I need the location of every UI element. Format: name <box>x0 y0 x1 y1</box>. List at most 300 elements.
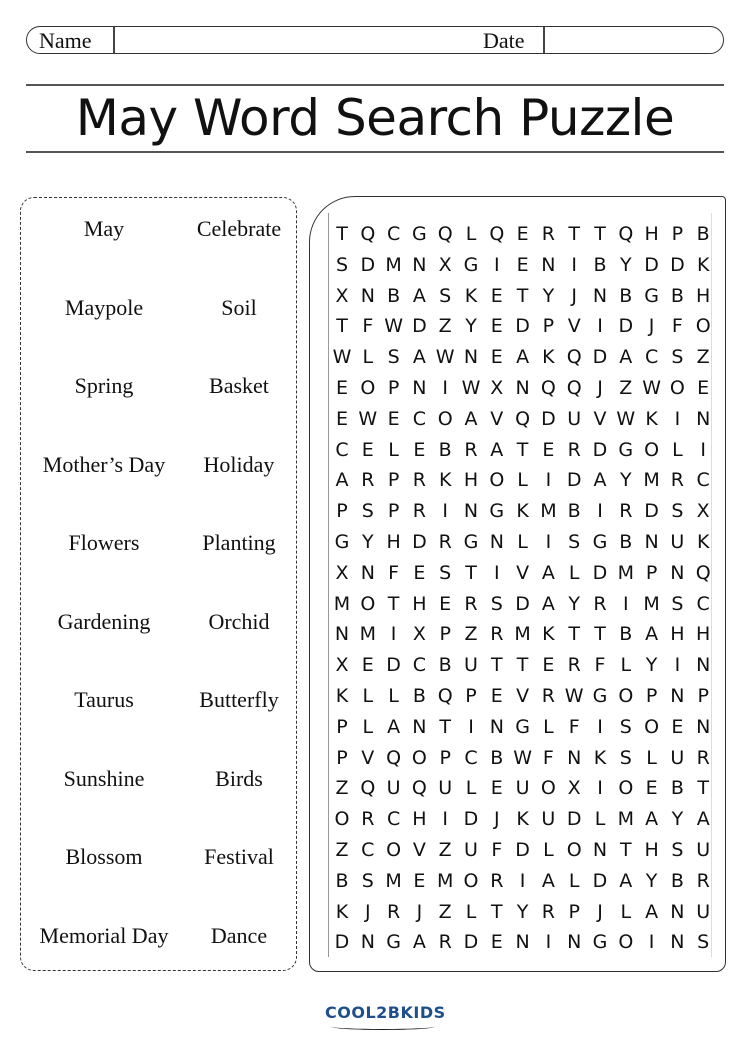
grid-letter[interactable]: T <box>465 561 477 584</box>
grid-letter[interactable]: Q <box>566 346 582 369</box>
grid-letter[interactable]: V <box>593 407 607 430</box>
grid-letter[interactable]: C <box>335 438 349 461</box>
grid-letter[interactable]: O <box>360 592 376 615</box>
grid-letter[interactable]: E <box>490 685 503 707</box>
grid-letter[interactable]: M <box>643 592 660 615</box>
grid-letter[interactable]: Q <box>489 223 505 245</box>
grid-letter[interactable]: E <box>516 253 529 276</box>
grid-letter[interactable]: V <box>567 315 581 338</box>
grid-letter[interactable]: A <box>412 284 426 307</box>
grid-letter[interactable]: I <box>597 500 603 523</box>
grid-letter[interactable]: L <box>646 746 657 769</box>
grid-letter[interactable]: Y <box>671 808 684 831</box>
grid-letter[interactable]: I <box>493 253 500 276</box>
grid-letter[interactable]: P <box>645 685 658 707</box>
grid-letter[interactable]: W <box>564 685 584 707</box>
grid-letter[interactable]: X <box>438 253 452 276</box>
grid-letter[interactable]: B <box>619 284 633 307</box>
grid-letter[interactable]: A <box>412 931 426 954</box>
grid-letter[interactable]: N <box>696 407 711 430</box>
grid-letter[interactable]: N <box>489 531 504 553</box>
grid-letter[interactable]: V <box>361 746 375 769</box>
grid-letter[interactable]: X <box>412 623 426 646</box>
grid-letter[interactable]: W <box>358 407 378 430</box>
grid-letter[interactable]: C <box>696 469 710 492</box>
grid-letter[interactable]: P <box>697 685 709 707</box>
grid-letter[interactable]: I <box>442 377 448 399</box>
grid-letter[interactable]: E <box>490 284 503 307</box>
grid-letter[interactable]: P <box>671 223 684 245</box>
grid-letter[interactable]: U <box>670 531 685 553</box>
grid-letter[interactable]: R <box>541 223 555 245</box>
grid-letter[interactable]: K <box>438 469 452 492</box>
grid-letter[interactable]: N <box>515 931 530 954</box>
grid-letter[interactable]: H <box>463 469 479 492</box>
grid-letter[interactable]: Z <box>438 315 452 338</box>
grid-letter[interactable]: Z <box>438 900 452 923</box>
grid-letter[interactable]: L <box>517 531 528 553</box>
grid-letter[interactable]: J <box>597 900 603 923</box>
grid-letter[interactable]: X <box>335 284 349 307</box>
grid-letter[interactable]: V <box>516 561 530 584</box>
grid-letter[interactable]: N <box>412 715 427 738</box>
grid-letter[interactable]: R <box>361 469 375 492</box>
grid-letter[interactable]: O <box>695 315 711 338</box>
grid-letter[interactable]: M <box>385 869 402 892</box>
grid-letter[interactable]: J <box>364 900 371 923</box>
grid-letter[interactable]: L <box>388 438 399 461</box>
grid-letter[interactable]: C <box>412 654 427 677</box>
grid-letter[interactable]: B <box>387 284 401 307</box>
grid-letter[interactable]: U <box>515 777 530 800</box>
grid-letter[interactable]: Q <box>515 407 531 430</box>
grid-letter[interactable]: N <box>644 531 659 553</box>
grid-letter[interactable]: W <box>461 377 481 399</box>
grid-letter[interactable]: C <box>644 346 659 369</box>
grid-letter[interactable]: P <box>568 900 580 923</box>
grid-letter[interactable]: P <box>336 746 348 769</box>
grid-letter[interactable]: T <box>594 223 606 245</box>
grid-letter[interactable]: R <box>490 869 504 892</box>
grid-letter[interactable]: P <box>336 715 348 738</box>
grid-letter[interactable]: P <box>439 623 451 646</box>
grid-letter[interactable]: S <box>387 346 400 369</box>
grid-letter[interactable]: I <box>442 500 448 523</box>
grid-letter[interactable]: H <box>644 839 659 861</box>
grid-letter[interactable]: N <box>670 561 685 584</box>
grid-letter[interactable]: D <box>334 931 350 954</box>
grid-letter[interactable]: L <box>543 839 554 861</box>
grid-letter[interactable]: G <box>592 531 608 553</box>
grid-letter[interactable]: V <box>516 685 530 707</box>
grid-letter[interactable]: W <box>616 407 636 430</box>
grid-letter[interactable]: S <box>619 746 632 769</box>
grid-letter[interactable]: N <box>360 561 375 584</box>
grid-letter[interactable]: K <box>645 407 658 430</box>
grid-letter[interactable]: P <box>387 500 400 523</box>
grid-letter[interactable]: K <box>542 623 555 646</box>
grid-letter[interactable]: K <box>516 808 529 831</box>
grid-letter[interactable]: M <box>540 500 557 523</box>
grid-letter[interactable]: Y <box>645 654 658 677</box>
grid-letter[interactable]: I <box>648 931 655 954</box>
grid-letter[interactable]: L <box>465 777 477 800</box>
grid-letter[interactable]: H <box>412 808 427 831</box>
grid-letter[interactable]: A <box>335 469 349 492</box>
grid-letter[interactable]: O <box>540 777 556 800</box>
grid-letter[interactable]: F <box>362 315 374 338</box>
grid-letter[interactable]: H <box>696 623 711 646</box>
grid-letter[interactable]: S <box>439 561 452 584</box>
grid-letter[interactable]: O <box>411 746 427 769</box>
grid-letter[interactable]: I <box>700 438 706 461</box>
grid-letter[interactable]: T <box>516 438 529 461</box>
grid-letter[interactable]: E <box>413 561 426 584</box>
grid-letter[interactable]: S <box>697 931 710 954</box>
grid-letter[interactable]: D <box>515 839 530 861</box>
grid-letter[interactable]: R <box>567 438 581 461</box>
grid-letter[interactable]: A <box>619 869 633 892</box>
grid-letter[interactable]: Y <box>542 284 555 307</box>
grid-letter[interactable]: D <box>592 869 608 892</box>
grid-letter[interactable]: B <box>670 284 684 307</box>
grid-letter[interactable]: I <box>571 253 577 276</box>
grid-letter[interactable]: S <box>335 253 349 276</box>
grid-letter[interactable]: A <box>593 469 607 492</box>
grid-letter[interactable]: M <box>643 469 660 492</box>
grid-letter[interactable]: J <box>416 900 423 923</box>
grid-letter[interactable]: R <box>541 685 555 707</box>
grid-letter[interactable]: O <box>618 931 634 954</box>
grid-letter[interactable]: V <box>412 839 426 861</box>
grid-letter[interactable]: N <box>696 715 711 738</box>
grid-letter[interactable]: B <box>670 869 684 892</box>
grid-letter[interactable]: E <box>361 438 374 461</box>
grid-letter[interactable]: S <box>671 346 684 369</box>
grid-letter[interactable]: O <box>489 469 505 492</box>
grid-letter[interactable]: D <box>566 469 582 492</box>
grid-letter[interactable]: T <box>516 284 529 307</box>
grid-letter[interactable]: C <box>386 223 401 245</box>
grid-letter[interactable]: N <box>515 377 530 399</box>
grid-letter[interactable]: U <box>696 839 711 861</box>
grid-letter[interactable]: I <box>519 869 526 892</box>
grid-letter[interactable]: L <box>465 900 477 923</box>
grid-letter[interactable]: W <box>642 377 661 399</box>
grid-letter[interactable]: R <box>490 623 504 646</box>
grid-letter[interactable]: M <box>385 253 402 276</box>
grid-letter[interactable]: U <box>464 839 478 861</box>
grid-letter[interactable]: N <box>567 746 582 769</box>
name-field[interactable] <box>115 27 475 53</box>
grid-letter[interactable]: G <box>463 531 479 553</box>
grid-letter[interactable]: I <box>468 715 474 738</box>
grid-letter[interactable]: B <box>438 438 452 461</box>
grid-letter[interactable]: X <box>335 561 349 584</box>
grid-letter[interactable]: E <box>645 777 658 800</box>
grid-letter[interactable]: F <box>542 746 554 769</box>
grid-letter[interactable]: E <box>490 315 503 338</box>
grid-letter[interactable]: T <box>619 839 632 861</box>
grid-letter[interactable]: L <box>517 469 528 492</box>
grid-letter[interactable]: O <box>669 377 685 399</box>
grid-letter[interactable]: N <box>360 284 375 307</box>
grid-letter[interactable]: P <box>465 685 477 707</box>
grid-letter[interactable]: I <box>622 592 629 615</box>
grid-letter[interactable]: P <box>645 561 658 584</box>
grid-letter[interactable]: O <box>618 685 634 707</box>
grid-letter[interactable]: N <box>489 715 504 738</box>
grid-letter[interactable]: R <box>438 531 452 553</box>
grid-letter[interactable]: R <box>412 469 426 492</box>
grid-letter[interactable]: X <box>567 777 581 800</box>
grid-letter[interactable]: K <box>593 746 607 769</box>
grid-letter[interactable]: B <box>490 746 504 769</box>
grid-letter[interactable]: Z <box>335 839 349 861</box>
grid-letter[interactable]: N <box>412 253 427 276</box>
grid-letter[interactable]: E <box>542 438 555 461</box>
grid-letter[interactable]: I <box>390 623 397 646</box>
grid-letter[interactable]: W <box>435 346 455 369</box>
grid-letter[interactable]: C <box>412 407 427 430</box>
grid-letter[interactable]: R <box>541 900 555 923</box>
grid-letter[interactable]: G <box>644 284 659 307</box>
grid-letter[interactable]: R <box>361 808 375 831</box>
grid-letter[interactable]: Q <box>695 561 711 584</box>
grid-letter[interactable]: Y <box>465 315 477 338</box>
grid-letter[interactable]: S <box>361 500 374 523</box>
grid-letter[interactable]: R <box>593 592 607 615</box>
grid-letter[interactable]: R <box>670 469 684 492</box>
grid-letter[interactable]: L <box>362 685 374 707</box>
grid-letter[interactable]: D <box>541 407 556 430</box>
grid-letter[interactable]: T <box>439 715 451 738</box>
grid-letter[interactable]: R <box>696 869 710 892</box>
grid-letter[interactable]: Y <box>361 531 374 553</box>
grid-letter[interactable]: N <box>360 931 375 954</box>
grid-letter[interactable]: O <box>360 377 376 399</box>
grid-letter[interactable]: N <box>567 931 582 954</box>
grid-letter[interactable]: U <box>696 900 711 923</box>
grid-letter[interactable]: E <box>361 654 374 677</box>
grid-letter[interactable]: D <box>592 561 608 584</box>
grid-letter[interactable]: F <box>491 839 503 861</box>
grid-letter[interactable]: Q <box>360 223 376 245</box>
grid-letter[interactable]: E <box>413 869 426 892</box>
grid-letter[interactable]: N <box>670 685 685 707</box>
grid-letter[interactable]: N <box>334 623 350 646</box>
grid-letter[interactable]: Z <box>335 777 349 800</box>
grid-letter[interactable]: T <box>490 654 503 677</box>
grid-letter[interactable]: O <box>334 808 350 831</box>
grid-letter[interactable]: E <box>335 407 348 430</box>
grid-letter[interactable]: L <box>362 346 374 369</box>
grid-letter[interactable]: R <box>696 746 710 769</box>
grid-letter[interactable]: A <box>490 438 504 461</box>
grid-letter[interactable]: D <box>515 315 530 338</box>
grid-letter[interactable]: O <box>644 438 660 461</box>
grid-letter[interactable]: M <box>514 623 531 646</box>
grid-letter[interactable]: L <box>672 438 683 461</box>
grid-letter[interactable]: A <box>412 346 426 369</box>
grid-letter[interactable]: L <box>594 808 606 831</box>
grid-letter[interactable]: L <box>362 715 374 738</box>
grid-letter[interactable]: K <box>335 685 349 707</box>
grid-letter[interactable]: A <box>696 808 710 831</box>
grid-letter[interactable]: W <box>332 346 352 369</box>
grid-letter[interactable]: D <box>670 253 685 276</box>
grid-letter[interactable]: I <box>493 561 500 584</box>
grid-letter[interactable]: N <box>463 346 479 369</box>
grid-letter[interactable]: K <box>696 531 710 553</box>
grid-letter[interactable]: Q <box>386 746 402 769</box>
grid-letter[interactable]: K <box>464 284 478 307</box>
grid-letter[interactable]: A <box>464 407 478 430</box>
grid-letter[interactable]: K <box>696 253 710 276</box>
grid-letter[interactable]: Z <box>438 839 452 861</box>
grid-letter[interactable]: O <box>463 869 479 892</box>
grid-letter[interactable]: G <box>463 253 479 276</box>
grid-letter[interactable]: G <box>412 223 427 245</box>
grid-letter[interactable]: L <box>388 685 399 707</box>
grid-letter[interactable]: C <box>696 592 710 615</box>
grid-letter[interactable]: N <box>412 377 427 399</box>
grid-letter[interactable]: Q <box>566 377 582 399</box>
grid-letter[interactable]: E <box>542 654 555 677</box>
grid-letter[interactable]: T <box>387 592 400 615</box>
grid-letter[interactable]: D <box>360 253 376 276</box>
grid-letter[interactable]: H <box>696 284 711 307</box>
date-field[interactable] <box>545 27 720 53</box>
grid-letter[interactable]: O <box>566 839 582 861</box>
grid-letter[interactable]: L <box>568 561 580 584</box>
grid-letter[interactable]: A <box>516 346 530 369</box>
grid-letter[interactable]: N <box>463 500 479 523</box>
grid-letter[interactable]: Y <box>516 900 529 923</box>
grid-letter[interactable]: A <box>645 623 659 646</box>
grid-letter[interactable]: Q <box>411 777 427 800</box>
grid-letter[interactable]: R <box>438 931 452 954</box>
grid-letter[interactable]: G <box>515 715 530 738</box>
grid-letter[interactable]: S <box>568 531 581 553</box>
grid-letter[interactable]: U <box>541 808 556 831</box>
grid-letter[interactable]: N <box>541 253 556 276</box>
grid-letter[interactable]: J <box>493 808 500 831</box>
grid-letter[interactable]: H <box>644 223 659 245</box>
grid-letter[interactable]: U <box>670 746 685 769</box>
grid-letter[interactable]: R <box>464 592 478 615</box>
grid-letter[interactable]: T <box>490 900 503 923</box>
grid-letter[interactable]: Q <box>540 377 556 399</box>
grid-letter[interactable]: A <box>645 808 659 831</box>
grid-letter[interactable]: W <box>513 746 532 769</box>
grid-letter[interactable]: S <box>671 839 684 861</box>
grid-letter[interactable]: X <box>696 500 710 523</box>
grid-letter[interactable]: D <box>386 654 401 677</box>
grid-letter[interactable]: F <box>671 315 683 338</box>
grid-letter[interactable]: B <box>619 623 633 646</box>
grid-letter[interactable]: H <box>670 623 685 646</box>
grid-letter[interactable]: G <box>489 500 505 523</box>
grid-letter[interactable]: F <box>388 561 400 584</box>
grid-letter[interactable]: Q <box>360 777 376 800</box>
grid-letter[interactable]: F <box>568 715 580 738</box>
grid-letter[interactable]: P <box>387 377 400 399</box>
grid-letter[interactable]: B <box>619 531 633 553</box>
grid-letter[interactable]: U <box>464 654 478 677</box>
grid-letter[interactable]: E <box>697 377 710 399</box>
grid-letter[interactable]: I <box>545 931 552 954</box>
grid-letter[interactable]: B <box>335 869 349 892</box>
grid-letter[interactable]: E <box>490 777 503 800</box>
grid-letter[interactable]: G <box>386 931 401 954</box>
grid-letter[interactable]: P <box>439 746 451 769</box>
grid-letter[interactable]: Q <box>437 223 453 245</box>
grid-letter[interactable]: R <box>412 500 426 523</box>
grid-letter[interactable]: Z <box>696 346 710 369</box>
grid-letter[interactable]: C <box>464 746 478 769</box>
grid-letter[interactable]: R <box>619 500 633 523</box>
grid-letter[interactable]: E <box>671 715 684 738</box>
grid-letter[interactable]: T <box>336 223 348 245</box>
grid-letter[interactable]: C <box>386 808 401 831</box>
grid-letter[interactable]: I <box>674 654 681 677</box>
grid-letter[interactable]: T <box>516 654 529 677</box>
grid-letter[interactable]: N <box>670 900 685 923</box>
grid-letter[interactable]: E <box>439 592 452 615</box>
grid-letter[interactable]: I <box>597 777 603 800</box>
grid-letter[interactable]: D <box>592 438 608 461</box>
grid-letter[interactable]: T <box>568 623 580 646</box>
grid-letter[interactable]: U <box>438 777 453 800</box>
grid-letter[interactable]: D <box>618 315 634 338</box>
grid-letter[interactable]: G <box>592 931 608 954</box>
grid-letter[interactable]: I <box>545 531 552 553</box>
grid-letter[interactable]: B <box>670 777 684 800</box>
grid-letter[interactable]: A <box>387 715 401 738</box>
grid-letter[interactable]: R <box>464 438 478 461</box>
grid-letter[interactable]: D <box>515 592 530 615</box>
grid-letter[interactable]: A <box>645 900 659 923</box>
grid-letter[interactable]: N <box>592 839 608 861</box>
grid-letter[interactable]: D <box>566 808 582 831</box>
grid-letter[interactable]: M <box>617 808 634 831</box>
grid-letter[interactable]: J <box>597 377 603 399</box>
grid-letter[interactable]: J <box>648 315 655 338</box>
grid-letter[interactable]: T <box>336 315 348 338</box>
grid-letter[interactable]: S <box>490 592 503 615</box>
grid-letter[interactable]: E <box>387 407 400 430</box>
grid-letter[interactable]: Y <box>619 253 632 276</box>
grid-letter[interactable]: R <box>567 654 581 677</box>
grid-letter[interactable]: S <box>439 284 452 307</box>
grid-letter[interactable]: N <box>696 654 711 677</box>
grid-letter[interactable]: G <box>334 531 350 553</box>
grid-letter[interactable]: F <box>594 654 606 677</box>
grid-letter[interactable]: D <box>463 808 479 831</box>
grid-letter[interactable]: U <box>386 777 401 800</box>
grid-letter[interactable]: P <box>542 315 555 338</box>
grid-letter[interactable]: I <box>597 315 603 338</box>
grid-letter[interactable]: T <box>568 223 580 245</box>
grid-letter[interactable]: K <box>335 900 349 923</box>
grid-letter[interactable]: X <box>335 654 349 677</box>
grid-letter[interactable]: T <box>594 623 606 646</box>
grid-letter[interactable]: T <box>697 777 709 800</box>
grid-letter[interactable]: D <box>412 531 427 553</box>
grid-letter[interactable]: A <box>541 869 555 892</box>
grid-letter[interactable]: Q <box>437 685 453 707</box>
